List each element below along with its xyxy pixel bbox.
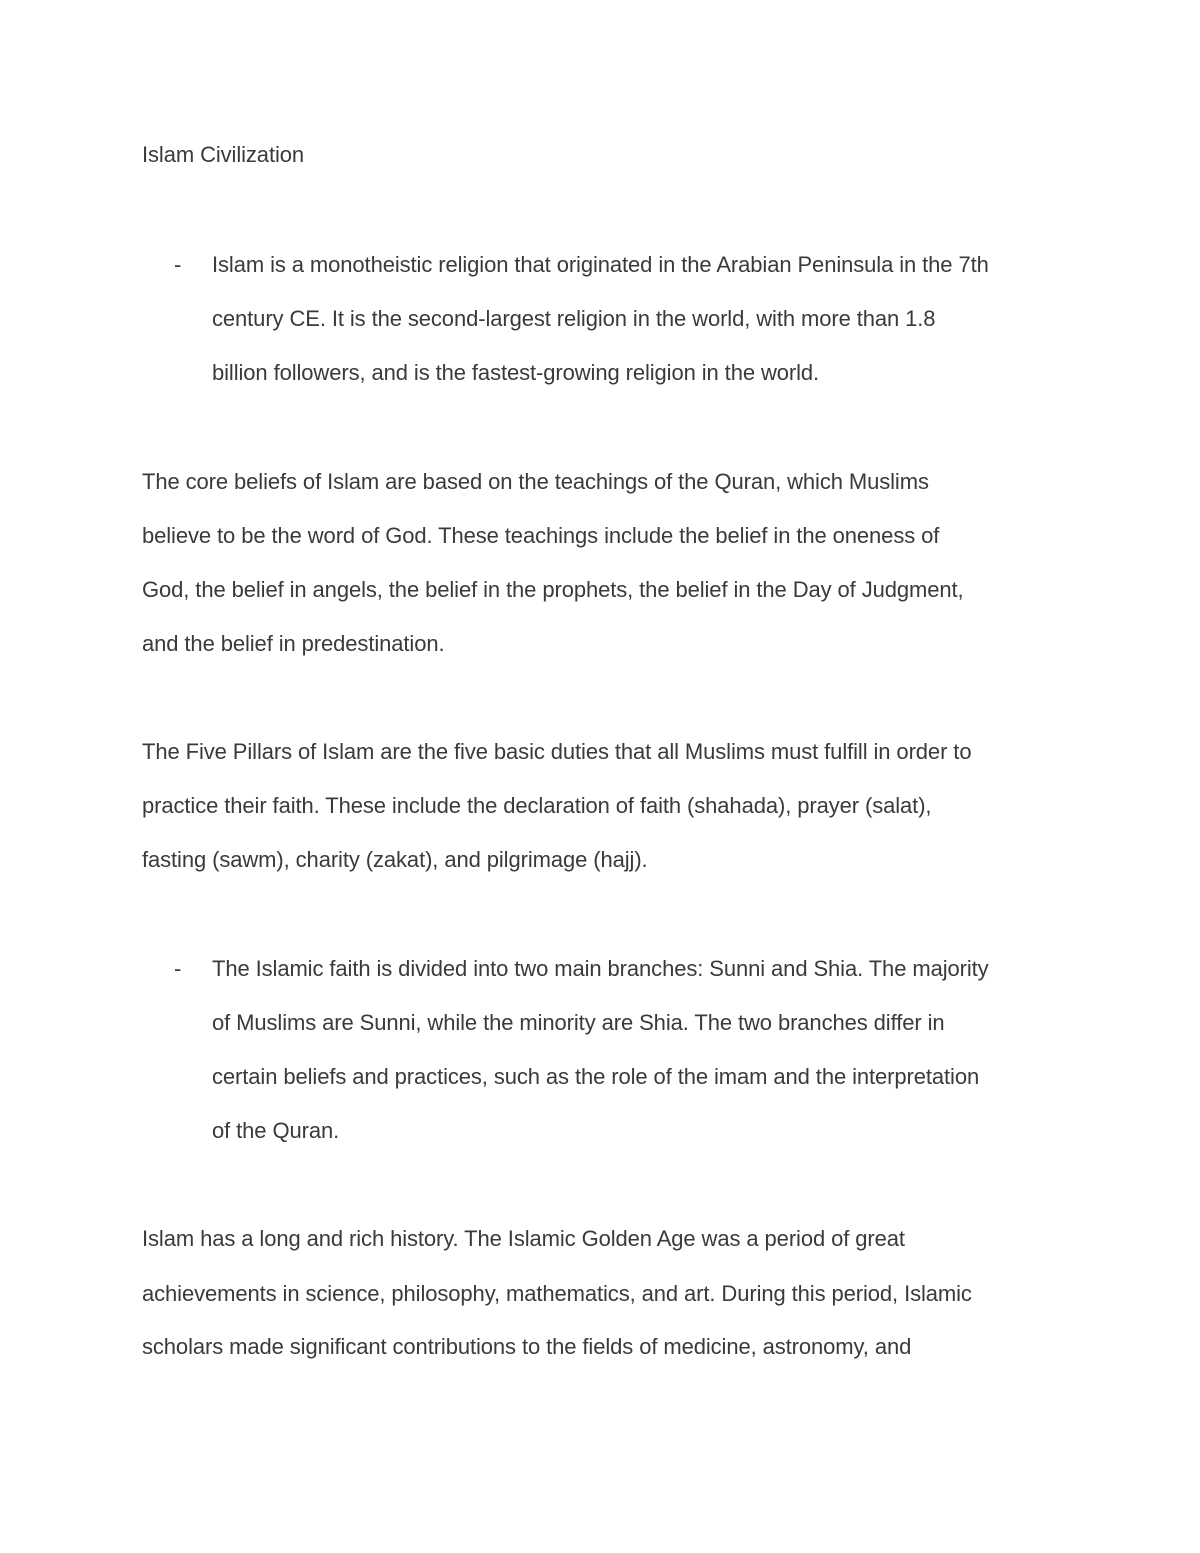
history-line-2: achievements in science, philosophy, mathematics, and art. During this period, Islamic — [142, 1281, 972, 1306]
bullet-1-line-2: century CE. It is the second-largest religion in the world, with more than 1.8 — [212, 306, 936, 331]
core-beliefs-line-2: believe to be the word of God. These teachings include the belief in the oneness of — [142, 523, 940, 548]
history-line-1: Islam has a long and rich history. The Islamic Golden Age was a period of great — [142, 1226, 905, 1251]
five-pillars-line-2: practice their faith. These include the declaration of faith (shahada), prayer (salat), — [142, 793, 932, 818]
bullet-2-line-4: of the Quran. — [212, 1118, 340, 1143]
history-line-3: scholars made significant contributions to the fields of medicine, astronomy, and — [142, 1334, 912, 1359]
bullet-2-line-3: certain beliefs and practices, such as the role of the imam and the interpretation — [212, 1064, 980, 1089]
bullet-2-line-2: of Muslims are Sunni, while the minority are Shia. The two branches differ in — [212, 1010, 945, 1035]
bullet-marker-1: - — [174, 252, 182, 277]
five-pillars-line-1: The Five Pillars of Islam are the five basic duties that all Muslims must fulfill in order to — [142, 739, 972, 764]
core-beliefs-line-1: The core beliefs of Islam are based on the teachings of the Quran, which Muslims — [142, 469, 929, 494]
bullet-1-line-3: billion followers, and is the fastest-growing religion in the world. — [212, 360, 820, 385]
bullet-2-line-1: The Islamic faith is divided into two main branches: Sunni and Shia. The majority — [212, 956, 989, 981]
core-beliefs-line-4: and the belief in predestination. — [142, 631, 445, 656]
bullet-1-line-1: Islam is a monotheistic religion that originated in the Arabian Peninsula in the 7th — [212, 252, 989, 277]
core-beliefs-line-3: God, the belief in angels, the belief in the prophets, the belief in the Day of Judgment, — [142, 577, 964, 602]
five-pillars-line-3: fasting (sawm), charity (zakat), and pilgrimage (hajj). — [142, 847, 648, 872]
document-title: Islam Civilization — [142, 142, 305, 167]
bullet-marker-2: - — [174, 956, 182, 981]
